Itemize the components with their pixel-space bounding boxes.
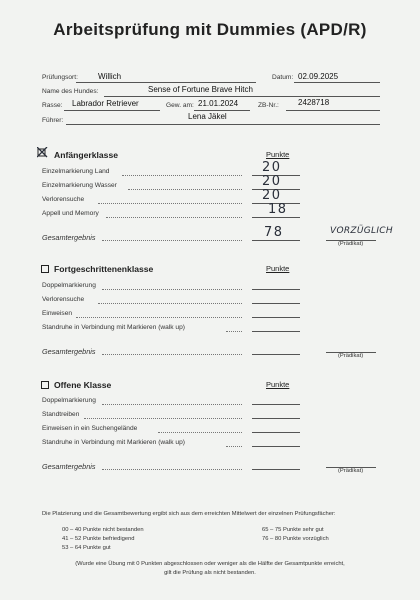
score-line[interactable] <box>252 404 300 405</box>
gesamt-line <box>252 240 300 241</box>
score-line[interactable] <box>252 289 300 290</box>
offene-row-label: Doppelmarkierung <box>42 397 96 404</box>
footer-intro: Die Platzierung und die Gesamtbewertung ergibt sich aus dem erreichten Mittelwert der einzelnen Prüfungsfächer: <box>42 511 336 517</box>
offene-praedikat-label: (Prädikat) <box>338 468 364 474</box>
score-line[interactable] <box>252 331 300 332</box>
offene-punkte-header: Punkte <box>266 380 290 389</box>
anfaenger-row-label: Einzelmarkierung Wasser <box>42 182 117 189</box>
dotted-leader <box>226 331 242 332</box>
footer-note-1: (Wurde eine Übung mit 0 Punkten abgeschlossen oder weniger als die Hälfte der Gesamtpunkte erreicht, <box>75 561 345 567</box>
fuehrer-label: Führer: <box>42 117 64 124</box>
gew-value[interactable]: 21.01.2024 <box>198 99 239 108</box>
fortgeschrittene-punkte-header: Punkte <box>266 264 290 273</box>
pruefungsort-label: Prüfungsort: <box>42 74 78 81</box>
dotted-leader <box>98 203 242 204</box>
datum-line <box>294 82 380 83</box>
scale-item: 41 – 52 Punkte befriedigend <box>62 536 135 542</box>
fortgeschrittene-row-label: Standruhe in Verbindung mit Markieren (walk up) <box>42 324 185 331</box>
zb-value[interactable]: 2428718 <box>298 98 330 107</box>
zb-line <box>286 110 380 111</box>
offene-checkbox[interactable] <box>41 381 49 389</box>
anfaenger-praedikat-value[interactable]: VORZÜGLICH <box>330 226 393 236</box>
anfaenger-gesamt-label: Gesamtergebnis <box>42 233 96 242</box>
score-line[interactable] <box>252 418 300 419</box>
fortgeschrittene-heading: Fortgeschrittenenklasse <box>54 264 154 274</box>
gew-line <box>194 110 250 111</box>
fuehrer-value[interactable]: Lena Jäkel <box>188 112 227 121</box>
footer-note-2: gilt die Prüfung als nicht bestanden. <box>164 570 256 576</box>
offene-heading: Offene Klasse <box>54 380 112 390</box>
dotted-leader <box>102 240 242 241</box>
hund-label: Name des Hundes: <box>42 88 99 95</box>
anfaenger-row-label: Appell und Memory <box>42 210 99 217</box>
anfaenger-heading: Anfängerklasse <box>54 150 119 160</box>
dotted-leader <box>76 317 242 318</box>
gesamt-line[interactable] <box>252 469 300 470</box>
score-line <box>252 217 300 218</box>
rasse-line <box>64 110 160 111</box>
anfaenger-score[interactable]: 20 <box>262 174 282 189</box>
fortgeschrittene-row-label: Einweisen <box>42 310 73 317</box>
score-line[interactable] <box>252 303 300 304</box>
dotted-leader <box>102 354 242 355</box>
anfaenger-praedikat-label: (Prädikat) <box>338 241 364 247</box>
anfaenger-row-label: Verlorensuche <box>42 196 85 203</box>
dotted-leader <box>128 189 242 190</box>
anfaenger-checkbox-checked-icon[interactable] <box>37 147 49 159</box>
pruefungsort-value[interactable]: Willich <box>98 72 122 81</box>
fortgeschrittene-row-label: Doppelmarkierung <box>42 282 96 289</box>
scale-item: 53 – 64 Punkte gut <box>62 545 111 551</box>
dotted-leader <box>102 404 242 405</box>
dotted-leader <box>122 175 242 176</box>
offene-row-label: Standruhe in Verbindung mit Markieren (walk up) <box>42 439 185 446</box>
datum-value[interactable]: 02.09.2025 <box>298 72 339 81</box>
dotted-leader <box>102 469 242 470</box>
anfaenger-score[interactable]: 20 <box>262 188 282 203</box>
offene-row-label: Standtreiben <box>42 411 80 418</box>
fortgeschrittene-checkbox[interactable] <box>41 265 49 273</box>
anfaenger-row-label: Einzelmarkierung Land <box>42 168 110 175</box>
hund-value[interactable]: Sense of Fortune Brave Hitch <box>148 85 253 94</box>
pruefungsort-line <box>76 82 256 83</box>
dotted-leader <box>84 418 242 419</box>
score-line[interactable] <box>252 432 300 433</box>
datum-label: Datum: <box>272 74 294 81</box>
anfaenger-punkte-header: Punkte <box>266 150 290 159</box>
hund-line <box>104 96 380 97</box>
offene-gesamt-label: Gesamtergebnis <box>42 462 96 471</box>
fuehrer-line <box>66 124 380 125</box>
gesamt-line[interactable] <box>252 354 300 355</box>
scale-item: 65 – 75 Punkte sehr gut <box>262 527 324 533</box>
score-line[interactable] <box>252 317 300 318</box>
gew-label: Gew. am: <box>166 102 194 109</box>
dotted-leader <box>106 217 242 218</box>
offene-row-label: Einweisen in ein Suchengelände <box>42 425 138 432</box>
fortgeschrittene-praedikat-label: (Prädikat) <box>338 353 364 359</box>
anfaenger-gesamt-value[interactable]: 78 <box>264 225 284 240</box>
anfaenger-score[interactable]: 18 <box>268 202 288 217</box>
scale-item: 76 – 80 Punkte vorzüglich <box>262 536 329 542</box>
anfaenger-score[interactable]: 20 <box>262 160 282 175</box>
dotted-leader <box>98 303 242 304</box>
fortgeschrittene-gesamt-label: Gesamtergebnis <box>42 347 96 356</box>
dotted-leader <box>158 432 242 433</box>
zb-label: ZB-Nr.: <box>258 102 279 109</box>
dotted-leader <box>226 446 242 447</box>
dotted-leader <box>102 289 242 290</box>
scale-item: 00 – 40 Punkte nicht bestanden <box>62 527 144 533</box>
score-line[interactable] <box>252 446 300 447</box>
rasse-value[interactable]: Labrador Retriever <box>72 99 139 108</box>
form-title: Arbeitsprüfung mit Dummies (APD/R) <box>53 20 367 39</box>
fortgeschrittene-row-label: Verlorensuche <box>42 296 85 303</box>
rasse-label: Rasse: <box>42 102 63 109</box>
